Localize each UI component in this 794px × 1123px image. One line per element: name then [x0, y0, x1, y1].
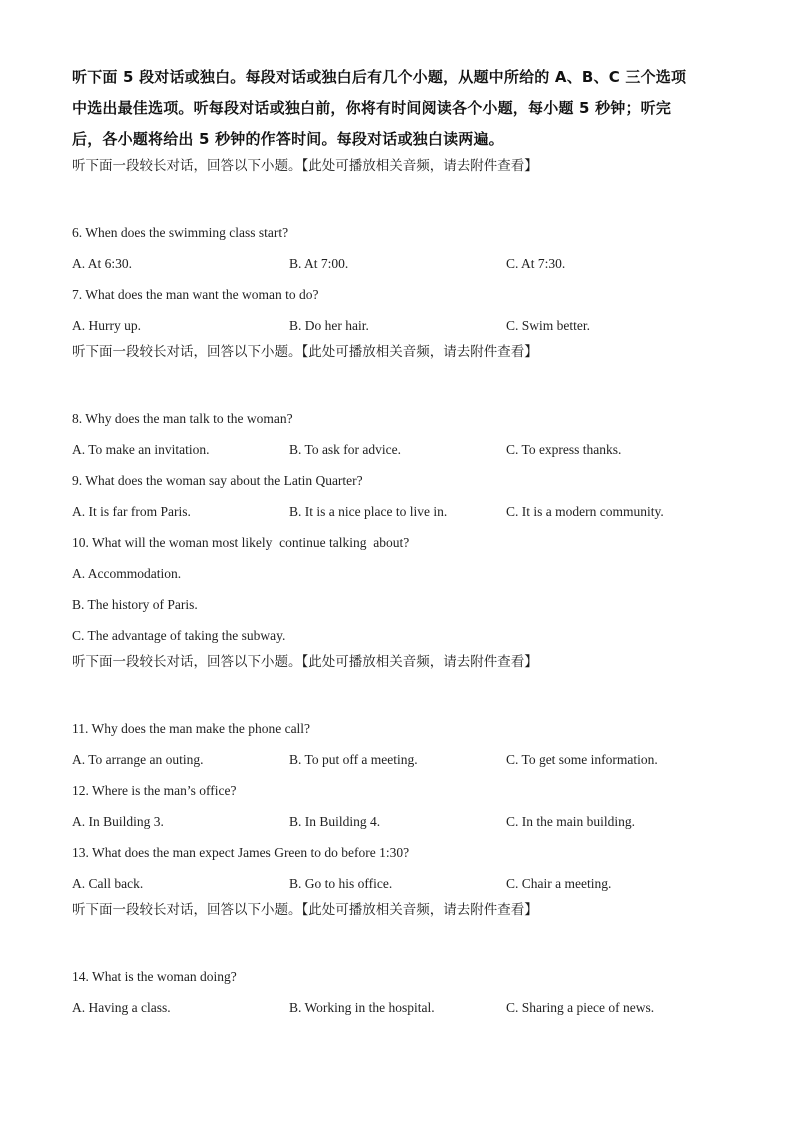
option-c[interactable]: C. To get some information. [506, 752, 658, 767]
options-row [72, 806, 732, 837]
option-c[interactable]: C. To express thanks. [506, 442, 622, 457]
option-b[interactable]: B. Working in the hospital. [289, 1000, 435, 1015]
option-a[interactable]: A. It is far from Paris. [72, 504, 191, 519]
option-b[interactable]: B. In Building 4. [289, 814, 381, 829]
options-row [72, 868, 732, 899]
section-note: 听下面一段较长对话，回答以下小题。【此处可播放相关音频，请去附件查看】 [72, 344, 538, 360]
question-group [72, 899, 732, 1023]
option-c[interactable]: C. Chair a meeting. [506, 876, 612, 891]
instruction-line: 听下面 5 段对话或独白。每段对话或独白后有几个小题，从题中所给的 A、B、C 三个选项 [72, 68, 687, 86]
option-b[interactable]: B. Go to his office. [289, 876, 393, 891]
option-c[interactable]: C. The advantage of taking the subway. [72, 628, 286, 643]
instruction-line: 后，各小题将给出 5 秒钟的作答时间。每段对话或独白读两遍。 [72, 130, 504, 148]
option-a[interactable]: A. At 6:30. [72, 256, 133, 271]
option-b[interactable]: B. It is a nice place to live in. [289, 504, 448, 519]
section-note: 听下面一段较长对话，回答以下小题。【此处可播放相关音频，请去附件查看】 [72, 654, 538, 670]
option-a[interactable]: A. To arrange an outing. [72, 752, 204, 767]
option-b[interactable]: B. Do her hair. [289, 318, 369, 333]
option-b[interactable]: B. To put off a meeting. [289, 752, 418, 767]
question-group [72, 341, 732, 651]
question-stem: 11. Why does the man make the phone call? [72, 721, 311, 736]
options-row [72, 744, 732, 775]
option-a[interactable]: A. To make an invitation. [72, 442, 210, 457]
options-row [72, 496, 732, 527]
instruction-line: 中选出最佳选项。听每段对话或独白前，你将有时间阅读各个小题，每小题 5 秒钟；听完 [72, 99, 672, 117]
options-row [72, 992, 732, 1023]
section-note: 听下面一段较长对话，回答以下小题。【此处可播放相关音频，请去附件查看】 [72, 158, 538, 174]
option-a[interactable]: A. Having a class. [72, 1000, 171, 1015]
question-group [72, 651, 732, 899]
question-stem: 10. What will the woman most likely continue talking about? [72, 535, 410, 550]
question-group [72, 155, 732, 341]
question-stem: 7. What does the man want the woman to do? [72, 287, 319, 302]
option-c[interactable]: C. It is a modern community. [506, 504, 664, 519]
question-stem: 9. What does the woman say about the Latin Quarter? [72, 473, 363, 488]
option-b[interactable]: B. At 7:00. [289, 256, 349, 271]
question-stem: 8. Why does the man talk to the woman? [72, 411, 293, 426]
option-a[interactable]: A. Accommodation. [72, 566, 182, 581]
option-a[interactable]: A. Hurry up. [72, 318, 141, 333]
question-stem: 6. When does the swimming class start? [72, 225, 289, 240]
options-row [72, 434, 732, 465]
option-b[interactable]: B. To ask for advice. [289, 442, 402, 457]
question-stem: 14. What is the woman doing? [72, 969, 237, 984]
exam-page [72, 62, 732, 1023]
option-c[interactable]: C. Swim better. [506, 318, 590, 333]
option-a[interactable]: A. In Building 3. [72, 814, 164, 829]
listening-instructions [72, 62, 732, 155]
section-note: 听下面一段较长对话，回答以下小题。【此处可播放相关音频，请去附件查看】 [72, 902, 538, 918]
option-a[interactable]: A. Call back. [72, 876, 144, 891]
option-c[interactable]: C. In the main building. [506, 814, 635, 829]
question-stem: 13. What does the man expect James Green to do before 1:30? [72, 845, 410, 860]
question-stem: 12. Where is the man’s office? [72, 783, 237, 798]
options-row [72, 310, 732, 341]
option-c[interactable]: C. At 7:30. [506, 256, 566, 271]
option-c[interactable]: C. Sharing a piece of news. [506, 1000, 655, 1015]
option-b[interactable]: B. The history of Paris. [72, 597, 198, 612]
options-row [72, 248, 732, 279]
